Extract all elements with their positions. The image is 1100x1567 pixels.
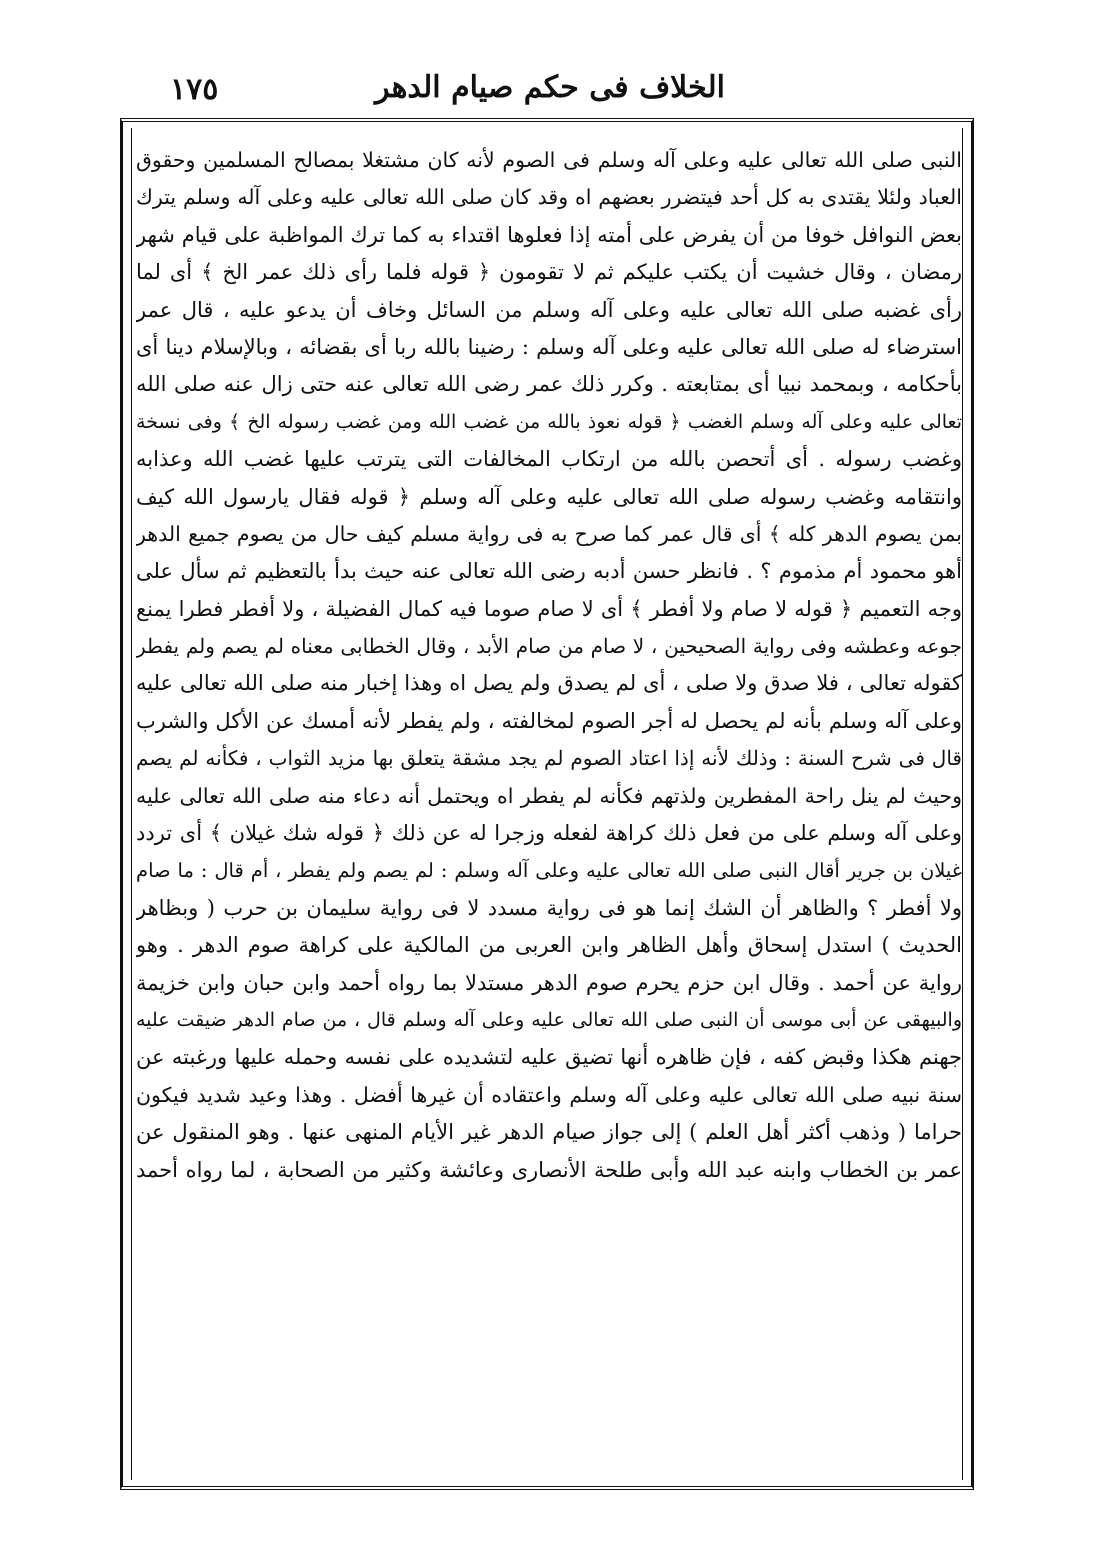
text-line: والبيهقى عن أبى موسى أن النبى صلى الله تعالى عليه وعلى آله وسلم قال ، من صام الدهر ضيقت عليه [136,1008,962,1031]
text-line: النبى صلى الله تعالى عليه وعلى آله وسلم فى الصوم لأنه كان مشتغلا بمصالح المسلمين وحقوق [136,148,962,172]
text-line: وحيث لم ينل راحة المفطرين ولذتهم فكأنه لم يفطر اه ويحتمل أنه دعاء منه صلى الله تعالى عليه [136,783,962,808]
text-line: العباد ولئلا يقتدى به كل أحد فيتضرر بعضهم اه وقد كان صلى الله تعالى عليه وعلى آله وسلم يترك [136,185,962,210]
text-line: رمضان ، وقال خشيت أن يكتب عليكم ثم لا تقومون ﴿ قوله فلما رأى ذلك عمر الخ ﴾ أى لما [136,260,962,285]
text-line: وغضب رسوله . أى أتحصن بالله من ارتكاب المخالفات التى يترتب عليها غضب الله وعذابه [136,447,962,472]
text-line: بمن يصوم الدهر كله ﴾ أى قال عمر كما صرح به فى رواية مسلم كيف حال من يصوم جميع الدهر [136,521,962,546]
text-line: رواية عن أحمد . وقال ابن حزم يحرم صوم الدهر مستدلا بما رواه أحمد وابن حبان وابن خزيمة [136,970,962,995]
text-line: بأحكامه ، وبمحمد نبيا أى بمتابعته . وكرر ذلك عمر رضى الله تعالى عنه حتى زال عنه صلى الله [136,372,962,397]
text-line: ولا أفطر ؟ والظاهر أن الشك إنما هو فى رواية مسدد لا فى رواية سليمان بن حرب ( وبظاهر [136,895,962,920]
running-title: الخلاف فى حكم صيام الدهر [375,70,725,105]
text-line: قال فى شرح السنة : وذلك لأنه إذا اعتاد الصوم لم يجد مشقة يتعلق بها مزيد الثواب ، فكأنه لم يصم [136,746,962,771]
text-line: أهو محمود أم مذموم ؟ . فانظر حسن أدبه رضى الله تعالى عنه حيث بدأ بالتعظيم ثم سأل على [136,559,962,584]
text-line: وجه التعميم ﴿ قوله لا صام ولا أفطر ﴾ أى لا صام صوما فيه كمال الفضيلة ، ولا أفطر فطرا يمنع [136,596,962,621]
page-number: ١٧٥ [170,72,219,107]
text-line: عمر بن الخطاب وابنه عبد الله وأبى طلحة الأنصارى وعائشة وكثير من الصحابة ، لما رواه أحمد [136,1157,962,1182]
text-line: جوعه وعطشه وفى رواية الصحيحين ، لا صام من صام الأبد ، وقال الخطابى معناه لم يصم ولم يفطر [136,634,962,659]
text-line: غيلان بن جرير أقال النبى صلى الله تعالى عليه وعلى آله وسلم : لم يصم ولم يفطر ، أم قال : ما صام [136,859,962,883]
text-line: استرضاء له صلى الله تعالى عليه وعلى آله وسلم : رضينا بالله ربا أى بقضائه ، وبالإسلام دينا أى [136,334,962,359]
text-line: سنة نبيه صلى الله تعالى عليه وعلى آله وسلم واعتقاده أن غيرها أفضل . وهذا وعيد شديد فيكون [136,1082,962,1107]
text-line: حراما ( وذهب أكثر أهل العلم ) إلى جواز صيام الدهر غير الأيام المنهى عنها . وهو المنقول عن [136,1120,962,1145]
text-line: رأى غضبه صلى الله تعالى عليه وعلى آله وسلم من السائل وخاف أن يدعو عليه ، قال عمر [136,297,962,322]
text-line: الحديث ) استدل إسحاق وأهل الظاهر وابن العربى من المالكية على كراهة صوم الدهر . وهو [136,933,962,958]
text-line: تعالى عليه وعلى آله وسلم الغضب ﴿ قوله نعوذ بالله من غضب الله ومن غضب رسوله الخ ﴾ وفى نسخة [136,410,962,433]
text-line: وعلى آله وسلم بأنه لم يحصل له أجر الصوم لمخالفته ، ولم يفطر لأنه أمسك عن الأكل والشرب [136,708,962,733]
text-line: كقوله تعالى ، فلا صدق ولا صلى ، أى لم يصدق ولم يصل اه وهذا إخبار منه صلى الله تعالى عليه [136,671,962,696]
text-line: جهنم هكذا وقبض كفه ، فإن ظاهره أنها تضيق عليه لتشديده على نفسه وحمله عليها ورغبته عن [136,1045,962,1070]
page-header [130,62,970,118]
text-line: بعض النوافل خوفا من أن يفرض على أمته إذا فعلوها اقتداء به كما ترك المواظبة على قيام شهر [136,222,962,247]
body-text [136,142,962,1472]
text-line: وانتقامه وغضب رسوله صلى الله تعالى عليه وعلى آله وسلم ﴿ قوله فقال يارسول الله كيف [136,484,962,509]
text-line: وعلى آله وسلم على من فعل ذلك كراهة لفعله وزجرا له عن ذلك ﴿ قوله شك غيلان ﴾ أى تردد [136,821,962,846]
